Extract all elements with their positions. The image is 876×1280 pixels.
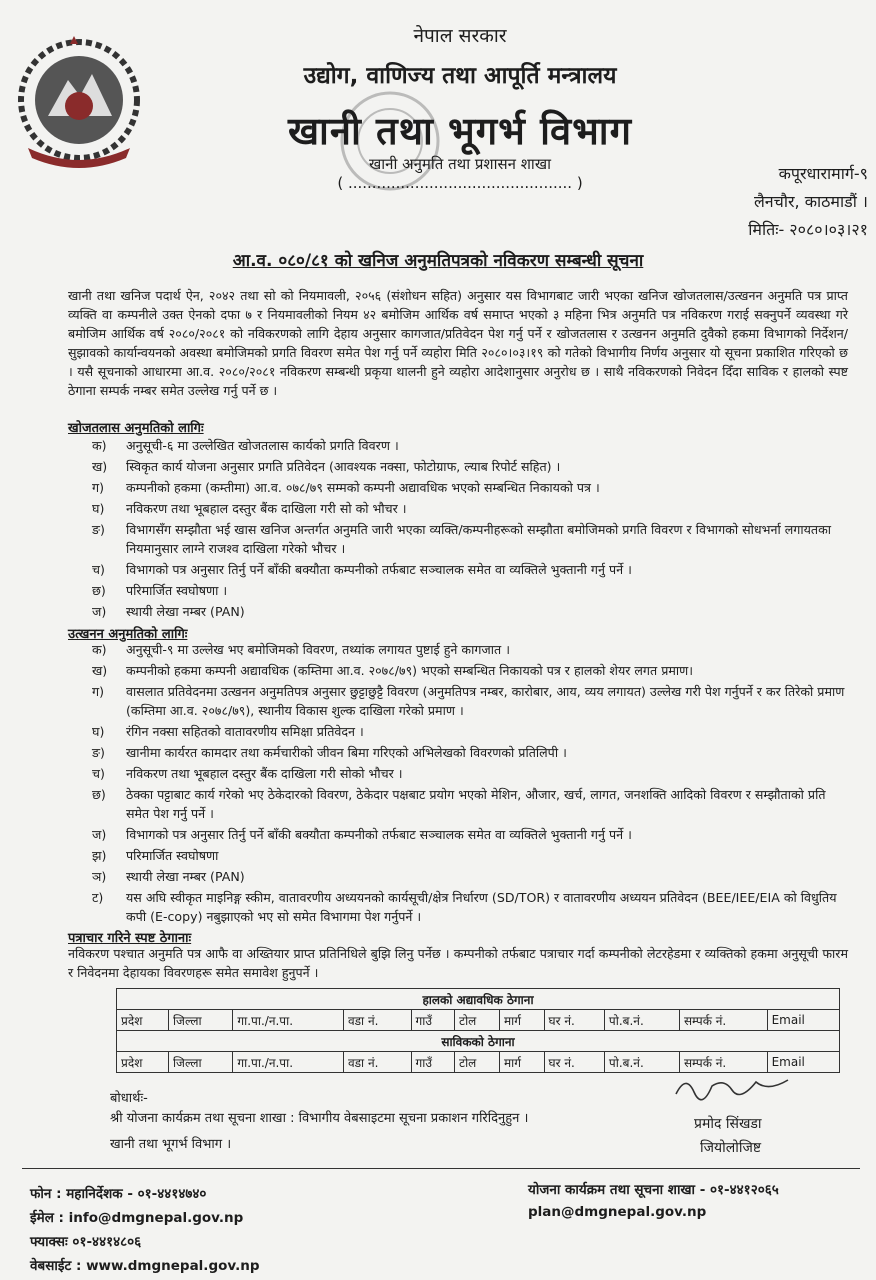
intro-paragraph: खानी तथा खनिज पदार्थ ऐन, २०४२ तथा सो को नियमावली, २०५६ (संशोधन सहित) अनुसार यस विभागबाट जारी भएका खनिज खोजतलास/उत्खनन अनुमति पत्र प्राप्त व्यक्ति वा कम्पनीले उक्त ऐनको दफा ७ र नियमावलीको नियम ४२ बमोजिम आर्थिक वर्ष समाप्त भएको ३ महिना भित्र अनुमति पत्र नविकरण गराई सक्नुपर्ने व्यवस्था गरे बमोजिम आर्थिक वर्ष २०८०/२०८१ को नविकरणको लागि देहाय अनुसार कागजात/प्रतिवेदन पेश गर्नु पर्ने र खोजतलास र उत्खनन अनुमति दुवैको हकमा विभागको निर्देशन/सुझावको कार्यान्वयनको अवस्था बमोजिमको प्रगति विवरण समेत पेश गर्नु पर्ने व्यहोरा मिति २०८०।०३।१९ को गतेको विभागीय निर्णय अनुसार यो सूचना प्रकाशित गरिएको छ । यसै सूचनाको आधारमा आ.व. २०८०/२०८१ नविकरण सम्बन्धी प्रकृया थालनी हुने व्यहोरा आदेशानुसार अनुरोध छ । साथै नविकरणको निवेदन दिँदा साविक र हालको स्पष्ट ठेगाना सम्पर्क नम्बर समेत उल्लेख गर्नु पर्ने छ ।	[68, 288, 848, 398]
footer-divider	[22, 1168, 860, 1169]
list-item: ग) वासलात प्रतिवेदनमा उत्खनन अनुमतिपत्र अनुसार छुट्टाछुट्टै विवरण (अनुमतिपत्र नम्बर, कारोबार, आय, व्यय लगायत) उल्लेख गरी पेश गर्नुपर्ने र कर तिरेको प्रमाण (कम्तिमा आ.व. २०७८/७९), स्थानीय विकास शुल्क दाखिला गरेको प्रमाण ।	[92, 684, 845, 718]
blank-line: ( ............................................... )	[337, 174, 583, 192]
list-item: च) नविकरण तथा भूबहाल दस्तुर बैंक दाखिला गरी सोको भौचर ।	[92, 766, 403, 781]
list-item: क) अनुसूची-९ मा उल्लेख भए बमोजिमको विवरण, तथ्यांक लगायत पुष्टाई हुने कागजात ।	[92, 642, 510, 657]
address-table	[116, 988, 840, 1073]
footer-fax: फ्याक्सः ०१-४४१४८०६	[30, 1234, 142, 1250]
government-name: नेपाल सरकार	[413, 25, 507, 47]
cc-line-2: खानी तथा भूगर्भ विभाग ।	[110, 1137, 232, 1152]
list-item: घ) रंगिन नक्सा सहितको वातावरणीय समिक्षा प्रतिवेदन ।	[92, 724, 364, 739]
list-item: क) अनुसूची-६ मा उल्लेखित खोजतलास कार्यको प्रगति विवरण ।	[92, 438, 399, 453]
current-address-title: हालको अद्यावधिक ठेगाना	[117, 989, 840, 1010]
list-item: छ) ठेक्का पट्टाबाट कार्य गरेको भए ठेकेदारको विवरण, ठेकेदार पक्षबाट प्रयोग भएको मेशिन, औजार, खर्च, लागत, जनशक्ति आदिको विवरण र सम्झौताको प्रति समेत पेश गर्नु पर्ने ।	[92, 787, 826, 821]
table-row: प्रदेश जिल्ला गा.पा./न.पा. वडा नं. गाउँ टोल मार्ग घर नं. पो.ब.नं. सम्पर्क नं. Email	[117, 1052, 840, 1073]
nepal-emblem-icon	[8, 36, 150, 168]
address-line-1: कपूरधारामार्ग-९	[778, 164, 868, 183]
address-line-2: लैनचौर, काठमाडौं ।	[753, 192, 868, 211]
cc-label: बोधार्थः-	[110, 1091, 148, 1106]
exploration-heading: खोजतलास अनुमतिको लागिः	[68, 421, 204, 436]
cc-line-1: श्री योजना कार्यक्रम तथा सूचना शाखा : विभागीय वेबसाइटमा सूचना प्रकाशन गरिदिनुहुन ।	[110, 1111, 529, 1126]
list-item: ट) यस अघि स्वीकृत माइनिङ्ग स्कीम, वातावरणीय अध्ययनको कार्यसूची/क्षेत्र निर्धारण (SD/TOR) र वातावरणीय अध्ययन प्रतिवेदन (BEE/IEE/EIA को विधुतिय कपी (E-copy) नबुझाएको भए सो समेत विभागमा पेश गर्नुपर्ने ।	[92, 890, 837, 924]
list-item: ख) स्विकृत कार्य योजना अनुसार प्रगति प्रतिवेदन (आवश्यक नक्सा, फोटोग्राफ, ल्याब रिपोर्ट सहित) ।	[92, 459, 561, 474]
list-item: ज) स्थायी लेखा नम्बर (PAN)	[92, 604, 245, 619]
footer-phone: फोन : महानिर्देशक - ०१-४४१४७४०	[30, 1186, 207, 1202]
list-item: ङ) विभागसँग सम्झौता भई खास खनिज अन्तर्गत अनुमति जारी भएका व्यक्ति/कम्पनीहरूको सम्झौता बमोजिमको प्रगति विवरण र विभागको सोधभर्ना लगायतका नियमानुसार लाग्ने राजश्व दाखिला गरेको भौचर ।	[92, 522, 832, 556]
list-item: ङ) खानीमा कार्यरत कामदार तथा कर्मचारीको जीवन बिमा गरिएको अभिलेखको विवरणको प्रतिलिपी ।	[92, 745, 567, 760]
footer-planning-phone: योजना कार्यक्रम तथा सूचना शाखा - ०१-४४१२०६५	[528, 1182, 779, 1198]
ministry-name: उद्योग, वाणिज्य तथा आपूर्ति मन्त्रालय	[303, 63, 617, 89]
list-item: ख) कम्पनीको हकमा कम्पनी अद्यावधिक (कम्तिमा आ.व. २०७८/७९) भएको सम्बन्धित निकायको पत्र र हालको शेयर लगत प्रमाण।	[92, 663, 694, 678]
footer-website: वेबसाईट : www.dmgnepal.gov.np	[30, 1258, 260, 1274]
correspondence-heading: पत्राचार गरिने स्पष्ट ठेगानाः	[68, 931, 192, 946]
list-item: च) विभागको पत्र अनुसार तिर्नु पर्ने बाँकी बक्यौता कम्पनीको तर्फबाट सञ्चालक समेत वा व्यक्तिले भुक्तानी गर्नु पर्ने ।	[92, 562, 632, 577]
list-item: घ) नविकरण तथा भूबहाल दस्तुर बैंक दाखिला गरी सो को भौचर ।	[92, 501, 407, 516]
signature-icon	[672, 1072, 792, 1102]
list-item: ग) कम्पनीको हकमा (कम्तीमा) आ.व. ०७८/७९ सम्मको कम्पनी अद्यावधिक भएको सम्बन्धित निकायको पत्र ।	[92, 480, 600, 495]
footer-planning-email: plan@dmgnepal.gov.np	[528, 1204, 707, 1220]
mining-list	[92, 640, 852, 928]
list-item: ञ) स्थायी लेखा नम्बर (PAN)	[92, 869, 245, 884]
notice-date: मितिः- २०८०।०३।२१	[748, 220, 868, 239]
notice-title: आ.व. ०८०/८१ को खनिज अनुमतिपत्रको नविकरण सम्बन्धी सूचना	[232, 251, 644, 271]
exploration-list	[92, 436, 852, 623]
list-item: छ) परिमार्जित स्वघोषणा ।	[92, 583, 228, 598]
department-name: खानी तथा भूगर्भ विभाग	[287, 109, 633, 153]
section-name: खानी अनुमति तथा प्रशासन शाखा	[369, 155, 551, 173]
list-item: ज) विभागको पत्र अनुसार तिर्नु पर्ने बाँकी बक्यौता कम्पनीको तर्फबाट सञ्चालक समेत वा व्यक्तिले भुक्तानी गर्नु पर्ने ।	[92, 827, 632, 842]
correspondence-paragraph: नविकरण पश्चात अनुमति पत्र आफै वा अख्तियार प्राप्त प्रतिनिधिले बुझि लिनु पर्नेछ । कम्पनीको तर्फबाट पत्राचार गर्दा कम्पनीको लेटरहेडमा र व्यक्तिको हकमा अनुसूची फारम र निवेदनमा देहायका विवरणहरू समेत समावेश हुनुपर्ने ।	[68, 946, 848, 980]
signatory-name: प्रमोद सिंखडा	[694, 1116, 762, 1132]
mining-heading: उत्खनन अनुमतिको लागिः	[68, 627, 188, 642]
footer-email: ईमेल : info@dmgnepal.gov.np	[30, 1210, 244, 1226]
previous-address-title: साविकको ठेगाना	[117, 1031, 840, 1052]
table-row: प्रदेश जिल्ला गा.पा./न.पा. वडा नं. गाउँ टोल मार्ग घर नं. पो.ब.नं. सम्पर्क नं. Email	[117, 1010, 840, 1031]
signatory-title: जियोलोजिष्ट	[700, 1140, 762, 1156]
list-item: झ) परिमार्जित स्वघोषणा	[92, 848, 219, 863]
